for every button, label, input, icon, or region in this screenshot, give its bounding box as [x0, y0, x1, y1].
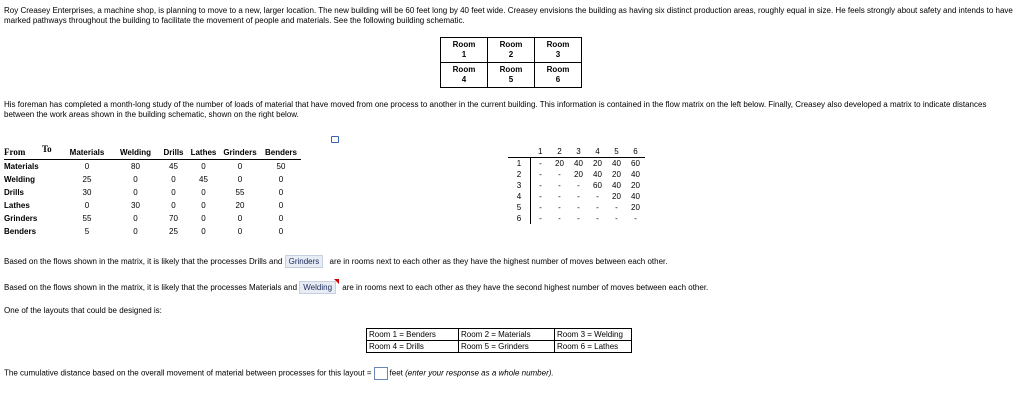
distance-col-header: 3 [569, 146, 588, 158]
distance-row-header: 4 [508, 191, 531, 202]
distance-cell: 20 [593, 159, 602, 168]
distance-row-header: 5 [508, 202, 531, 213]
distance-cell: - [596, 203, 599, 212]
table-row [367, 329, 632, 341]
flow-row-header: Benders [4, 227, 37, 236]
flow-cell: 0 [201, 162, 206, 171]
foreman-text: His foreman has completed a month-long study of the number of loads of material that have moved from one process to another in the current building. This information is contained in the flow matrix on the left below. Finally, Creasey also developed a matrix to indicate distances between the work areas shown in the building schematic, shown on the right below. [4, 100, 987, 119]
distance-cell: - [615, 203, 618, 212]
distance-col-header: 2 [550, 146, 569, 158]
building-schematic [440, 37, 582, 88]
distance-cell: - [577, 203, 580, 212]
flow-cell: 55 [82, 214, 92, 223]
distance-cell: 40 [612, 159, 621, 168]
distance-col-header: 4 [588, 146, 607, 158]
question-2-prefix: Based on the flows shown in the matrix, it is likely that the processes Materials and [4, 283, 298, 292]
distance-cell: - [539, 159, 542, 168]
flow-cell: 30 [131, 201, 140, 210]
flow-cell: 0 [84, 201, 90, 210]
distance-col-header: 1 [531, 146, 551, 158]
flow-cell: 45 [169, 162, 178, 171]
flow-cell: 0 [133, 188, 138, 197]
layout-table [366, 328, 632, 353]
flow-row-header: Lathes [4, 201, 30, 210]
distance-cell: - [539, 214, 542, 223]
table-row [508, 158, 645, 170]
table-row [508, 169, 645, 180]
distance-col-header: 5 [607, 146, 626, 158]
distance-row-header: 3 [508, 180, 531, 191]
distance-cell: - [558, 203, 561, 212]
room-6-cell: Room 6 [535, 63, 582, 88]
distance-cell: 20 [612, 170, 621, 179]
room-3-cell: Room 3 [535, 38, 582, 63]
distance-cell: - [558, 214, 561, 223]
distance-cell: - [539, 170, 542, 179]
distance-cell: 40 [612, 181, 621, 190]
distance-cell: 60 [593, 181, 602, 190]
distance-corner [508, 146, 531, 158]
flow-col-header: Drills [159, 146, 188, 160]
distance-cell: - [596, 214, 599, 223]
flow-cell: 0 [171, 201, 176, 210]
flow-cell: 0 [278, 214, 284, 223]
flow-cell: 0 [133, 227, 138, 236]
cumulative-distance-input[interactable] [374, 367, 388, 380]
flow-cell: 0 [237, 227, 243, 236]
flow-row-header: Grinders [4, 214, 38, 223]
layout-cell: Room 2 = Materials [459, 329, 555, 341]
flow-cell: 0 [133, 175, 138, 184]
flow-col-header: Materials [62, 146, 112, 160]
distance-matrix [508, 146, 645, 224]
flow-cell: 0 [278, 188, 284, 197]
intro-text: Roy Creasey Enterprises, a machine shop, is planning to move to a new, larger location. The new building will be 60 feet long by 40 feet wide. Creasey envisions the building as having six distinct production areas, roughly equal in size. He feels strongly about safety and intends to have marked pathways throughout the building to facilitate the movement of people and materials. See the following building schematic. [4, 6, 1013, 25]
question-2 [4, 281, 708, 294]
distance-row-header: 2 [508, 169, 531, 180]
distance-cell: - [539, 192, 542, 201]
flow-cell: 0 [171, 188, 176, 197]
flow-row-header: Materials [4, 162, 39, 171]
distance-cell: - [539, 181, 542, 190]
distance-cell: - [539, 203, 542, 212]
layout-cell: Room 5 = Grinders [459, 341, 555, 353]
flow-cell: 0 [278, 227, 284, 236]
table-row [4, 173, 301, 186]
layout-cell: Room 3 = Welding [555, 329, 632, 341]
distance-col-header: 6 [626, 146, 645, 158]
answer-line [4, 367, 554, 380]
info-icon[interactable] [331, 136, 339, 143]
flow-cell: 25 [169, 227, 178, 236]
distance-cell: 40 [631, 170, 640, 179]
table-row [4, 199, 301, 212]
question-1-suffix: are in rooms next to each other as they have the highest number of moves between each other. [329, 257, 668, 266]
flow-cell: 0 [237, 214, 243, 223]
flow-cell: 0 [278, 175, 284, 184]
distance-cell: 20 [555, 159, 564, 168]
layout-cell: Room 4 = Drills [367, 341, 459, 353]
process-select-1[interactable]: Grinders [285, 255, 324, 268]
table-row [508, 180, 645, 191]
flow-cell: 0 [237, 175, 243, 184]
flow-matrix [4, 146, 301, 238]
room-1-cell: Room 1 [441, 38, 488, 63]
distance-cell: - [577, 214, 580, 223]
room-2-cell: Room 2 [488, 38, 535, 63]
distance-cell: - [615, 214, 618, 223]
flow-cell: 45 [199, 175, 208, 184]
table-row [508, 213, 645, 224]
flow-col-header: Grinders [219, 146, 261, 160]
room-5-cell: Room 5 [488, 63, 535, 88]
question-2-suffix: are in rooms next to each other as they have the second highest number of moves between each other. [342, 283, 709, 292]
flow-cell: 0 [84, 162, 90, 171]
flow-cell: 55 [235, 188, 245, 197]
flow-cell: 0 [201, 227, 206, 236]
answer-unit: feet [389, 368, 403, 378]
distance-cell: 20 [612, 192, 621, 201]
room-4-cell: Room 4 [441, 63, 488, 88]
flow-cell: 0 [133, 214, 138, 223]
flow-cell: 80 [131, 162, 140, 171]
from-to-header: From To [4, 146, 62, 160]
flow-cell: 50 [276, 162, 286, 171]
layout-cell: Room 6 = Lathes [555, 341, 632, 353]
flow-cell: 0 [201, 201, 206, 210]
flow-cell: 70 [169, 214, 178, 223]
distance-cell: - [558, 181, 561, 190]
distance-cell: 20 [574, 170, 583, 179]
distance-cell: 40 [631, 192, 640, 201]
flow-cell: 0 [201, 214, 206, 223]
distance-cell: 20 [631, 181, 640, 190]
flow-cell: 20 [235, 201, 245, 210]
flow-cell: 30 [82, 188, 92, 197]
process-select-2[interactable]: Welding [299, 281, 336, 294]
table-row [4, 212, 301, 225]
table-row [508, 191, 645, 202]
distance-cell: 40 [593, 170, 602, 179]
layout-intro: One of the layouts that could be designed is: [4, 306, 162, 315]
distance-row-header: 1 [508, 158, 531, 170]
distance-cell: - [634, 214, 637, 223]
question-1 [4, 255, 668, 268]
question-1-prefix: Based on the flows shown in the matrix, it is likely that the processes Drills and [4, 257, 283, 266]
answer-hint: (enter your response as a whole number). [405, 368, 554, 378]
flow-col-header: Welding [112, 146, 159, 160]
table-row [367, 341, 632, 353]
flow-row-header: Drills [4, 188, 25, 197]
distance-cell: - [577, 181, 580, 190]
flow-cell: 0 [237, 162, 243, 171]
flow-cell: 5 [84, 227, 90, 236]
distance-cell: - [558, 192, 561, 201]
distance-cell: - [577, 192, 580, 201]
table-row [4, 186, 301, 199]
answer-prefix: The cumulative distance based on the overall movement of material between processes for this layout = [4, 368, 372, 378]
distance-cell: 40 [574, 159, 583, 168]
flow-col-header: Benders [261, 146, 301, 160]
flow-cell: 25 [82, 175, 92, 184]
distance-cell: 60 [631, 159, 640, 168]
layout-cell: Room 1 = Benders [367, 329, 459, 341]
flow-cell: 0 [278, 201, 284, 210]
flow-col-header: Lathes [188, 146, 219, 160]
table-row [4, 225, 301, 238]
flow-cell: 0 [171, 175, 176, 184]
distance-cell: 20 [631, 203, 640, 212]
distance-row-header: 6 [508, 213, 531, 224]
distance-cell: - [558, 170, 561, 179]
flow-cell: 0 [201, 188, 206, 197]
table-row [4, 160, 301, 174]
distance-cell: - [596, 192, 599, 201]
flow-row-header: Welding [4, 175, 35, 184]
table-row [508, 202, 645, 213]
